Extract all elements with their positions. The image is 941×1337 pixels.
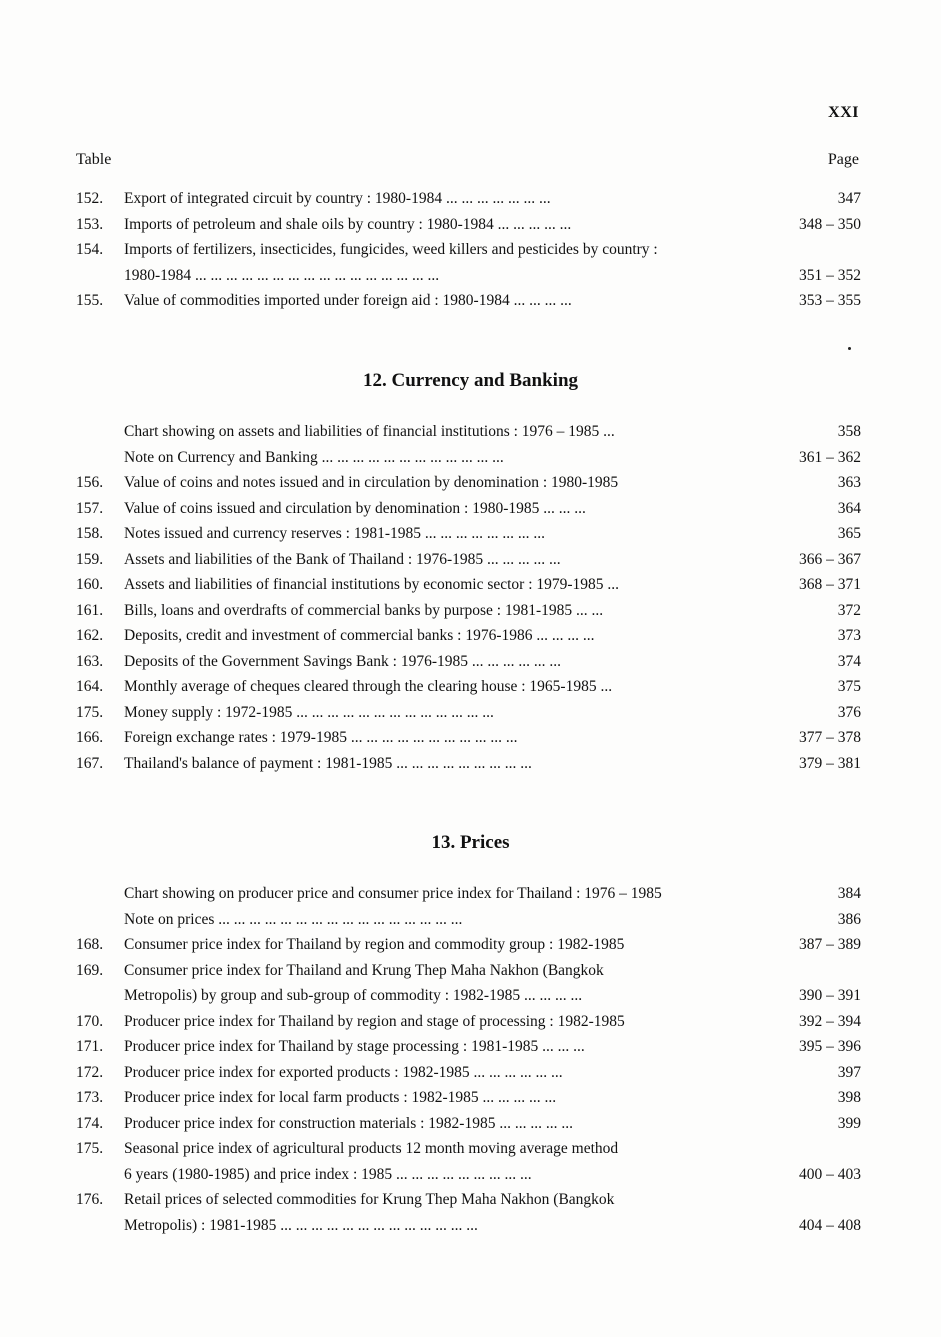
- toc-entry-row: [76, 1013, 861, 1039]
- entry-title: Producer price index for construction materials : 1982-1985 ... ... ... ... ...: [124, 1114, 573, 1132]
- toc-entry-row: [76, 1038, 861, 1064]
- toc-entry-row: [76, 729, 861, 755]
- entry-title: Value of coins issued and circulation by denomination : 1980-1985 ... ... ...: [124, 499, 586, 517]
- entry-page: 386: [837, 910, 861, 928]
- entry-page: 361 – 362: [799, 448, 861, 466]
- toc-entry-row: [76, 267, 861, 293]
- entry-number: 168.: [76, 936, 104, 953]
- section-trade-entries: [76, 190, 861, 318]
- entry-number: 156.: [76, 474, 104, 491]
- toc-entry-row: [76, 500, 861, 526]
- toc-entry-row: [76, 1166, 861, 1192]
- entry-page: 353 – 355: [799, 292, 861, 309]
- entry-title: Chart showing on assets and liabilities of financial institutions : 1976 – 1985 ...: [124, 423, 615, 440]
- entry-page: 373: [837, 627, 861, 644]
- entry-number: 163.: [76, 652, 104, 670]
- entry-title: Deposits of the Government Savings Bank : 1976-1985 ... ... ... ... ... ...: [124, 652, 561, 670]
- entry-page: 348 – 350: [799, 215, 861, 233]
- toc-entry-row: [76, 449, 861, 475]
- entry-number: 174.: [76, 1114, 104, 1132]
- toc-entry-row: [76, 704, 861, 730]
- entry-title: Foreign exchange rates : 1979-1985 ... ... ... ... ... ... ... ... ... ... ...: [124, 729, 518, 746]
- entry-page: 376: [837, 703, 861, 721]
- entry-number: 166.: [76, 729, 104, 746]
- entry-number: 158.: [76, 525, 104, 542]
- toc-entry-row: [76, 627, 861, 653]
- entry-title: Notes issued and currency reserves : 1981-1985 ... ... ... ... ... ... ... ...: [124, 525, 545, 542]
- entry-number: 157.: [76, 499, 104, 517]
- toc-entry-row: [76, 1115, 861, 1141]
- table-column-label: Table: [76, 151, 112, 168]
- entry-number: 152.: [76, 190, 104, 207]
- entry-page: 395 – 396: [799, 1038, 861, 1055]
- page-number: XXI: [828, 104, 859, 121]
- entry-page: 397: [837, 1063, 861, 1081]
- entry-number: 164.: [76, 678, 104, 695]
- entry-title: Thailand's balance of payment : 1981-1985 ... ... ... ... ... ... ... ... ...: [124, 754, 532, 772]
- entry-page: 372: [837, 601, 861, 619]
- section-title-currency-banking: 12. Currency and Banking: [362, 370, 579, 391]
- entry-title: Metropolis) : 1981-1985 ... ... ... ... ... ... ... ... ... ... ... ... ...: [124, 1216, 478, 1234]
- toc-entry-row: [76, 962, 861, 988]
- toc-entry-row: [76, 525, 861, 551]
- entry-number: 161.: [76, 601, 104, 619]
- entry-number: 155.: [76, 292, 104, 309]
- entry-title: Assets and liabilities of financial institutions by economic sector : 1979-1985 ...: [124, 576, 620, 593]
- entry-page: 399: [837, 1114, 861, 1132]
- entry-number: 173.: [76, 1089, 104, 1106]
- entry-page: 374: [837, 652, 861, 670]
- entry-title: Bills, loans and overdrafts of commercial banks by purpose : 1981-1985 ... ...: [124, 601, 604, 619]
- entry-number: 162.: [76, 627, 104, 644]
- entry-title: Producer price index for Thailand by stage processing : 1981-1985 ... ... ...: [124, 1038, 585, 1055]
- toc-entry-row: [76, 987, 861, 1013]
- entry-number: 153.: [76, 215, 104, 233]
- entry-page: 375: [837, 678, 861, 695]
- entry-page: 398: [837, 1089, 861, 1106]
- entry-title: Note on Currency and Banking ... ... ... ... ... ... ... ... ... ... ... ...: [124, 448, 504, 466]
- toc-entry-row: [76, 423, 861, 449]
- entry-title: Consumer price index for Thailand by region and commodity group : 1982-1985: [124, 936, 625, 953]
- column-header: [76, 151, 859, 169]
- toc-entry-row: [76, 653, 861, 679]
- entry-title: Deposits, credit and investment of commercial banks : 1976-1986 ... ... ... ...: [124, 627, 595, 644]
- entry-number: 175.: [76, 1140, 104, 1157]
- entry-title: Value of commodities imported under foreign aid : 1980-1984 ... ... ... ...: [124, 292, 572, 309]
- entry-title: Producer price index for exported products : 1982-1985 ... ... ... ... ... ...: [124, 1063, 563, 1081]
- toc-entry-row: [76, 755, 861, 781]
- toc-entry-row: [76, 190, 861, 216]
- entry-title: Metropolis) by group and sub-group of commodity : 1982-1985 ... ... ... ...: [124, 987, 583, 1004]
- toc-entry-row: [76, 602, 861, 628]
- entry-number: 169.: [76, 961, 104, 979]
- entry-page: 392 – 394: [799, 1012, 861, 1030]
- entry-page: 400 – 403: [799, 1165, 861, 1183]
- entry-title: Producer price index for local farm products : 1982-1985 ... ... ... ... ...: [124, 1089, 557, 1106]
- entry-number: 175.: [76, 703, 104, 721]
- toc-entry-row: [76, 474, 861, 500]
- toc-entry-row: [76, 885, 861, 911]
- entry-page: 347: [837, 190, 861, 207]
- page-column-label: Page: [827, 151, 859, 168]
- entry-page: 363: [837, 474, 861, 491]
- section-title-prices: 13. Prices: [431, 832, 510, 853]
- entry-title: Imports of fertilizers, insecticides, fungicides, weed killers and pesticides by country :: [124, 241, 658, 258]
- entry-page: 387 – 389: [799, 936, 861, 953]
- entry-page: 364: [837, 499, 861, 517]
- entry-title: Retail prices of selected commodities for Krung Thep Maha Nakhon (Bangkok: [124, 1191, 615, 1208]
- entry-page: 379 – 381: [799, 754, 861, 772]
- entry-number: 171.: [76, 1038, 104, 1055]
- entry-title: Seasonal price index of agricultural products 12 month moving average method: [124, 1140, 619, 1157]
- toc-entry-row: [76, 1140, 861, 1166]
- entry-page: 365: [837, 525, 861, 542]
- toc-entry-row: [76, 1064, 861, 1090]
- entry-page: 366 – 367: [799, 550, 861, 568]
- entry-title: Assets and liabilities of the Bank of Thailand : 1976-1985 ... ... ... ... ...: [124, 550, 561, 568]
- entry-number: 167.: [76, 754, 104, 772]
- entry-number: 176.: [76, 1191, 104, 1208]
- entry-number: 159.: [76, 550, 104, 568]
- toc-entry-row: [76, 241, 861, 267]
- entry-title: Producer price index for Thailand by region and stage of processing : 1982-1985: [124, 1012, 625, 1030]
- toc-entry-row: [76, 292, 861, 318]
- section-currency-banking-entries: [76, 423, 861, 780]
- entry-page: 404 – 408: [799, 1216, 861, 1234]
- entry-title: 6 years (1980-1985) and price index : 1985 ... ... ... ... ... ... ... ... ...: [124, 1165, 532, 1183]
- entry-title: Note on prices ... ... ... ... ... ... ... ... ... ... ... ... ... ... ... ...: [124, 910, 463, 928]
- entry-title: Imports of petroleum and shale oils by country : 1980-1984 ... ... ... ... ...: [124, 215, 572, 233]
- entry-page: 377 – 378: [799, 729, 861, 746]
- toc-entry-row: [76, 678, 861, 704]
- toc-entry-row: [76, 911, 861, 937]
- toc-entry-row: [76, 551, 861, 577]
- entry-title: Monthly average of cheques cleared through the clearing house : 1965-1985 ...: [124, 678, 613, 695]
- entry-number: 160.: [76, 576, 104, 593]
- entry-page: 390 – 391: [799, 987, 861, 1004]
- entry-title: Chart showing on producer price and consumer price index for Thailand : 1976 – 1985: [124, 885, 662, 902]
- entry-page: 351 – 352: [799, 266, 861, 284]
- entry-title: 1980-1984 ... ... ... ... ... ... ... ... ... ... ... ... ... ... ... ...: [124, 266, 440, 284]
- toc-entry-row: [76, 576, 861, 602]
- toc-entry-row: [76, 936, 861, 962]
- entry-number: 154.: [76, 241, 104, 258]
- entry-page: 384: [837, 885, 861, 902]
- entry-title: Consumer price index for Thailand and Krung Thep Maha Nakhon (Bangkok: [124, 961, 604, 979]
- toc-entry-row: [76, 216, 861, 242]
- stray-dot: [848, 347, 851, 350]
- entry-number: 172.: [76, 1063, 104, 1081]
- toc-entry-row: [76, 1217, 861, 1243]
- entry-title: Money supply : 1972-1985 ... ... ... ... ... ... ... ... ... ... ... ... ...: [124, 703, 494, 721]
- entry-page: 358: [837, 423, 861, 440]
- entry-number: 170.: [76, 1012, 104, 1030]
- entry-page: 368 – 371: [799, 576, 861, 593]
- toc-entry-row: [76, 1191, 861, 1217]
- entry-title: Export of integrated circuit by country : 1980-1984 ... ... ... ... ... ... ...: [124, 190, 551, 207]
- entry-title: Value of coins and notes issued and in circulation by denomination : 1980-1985: [124, 474, 619, 491]
- toc-entry-row: [76, 1089, 861, 1115]
- section-prices-entries: [76, 885, 861, 1242]
